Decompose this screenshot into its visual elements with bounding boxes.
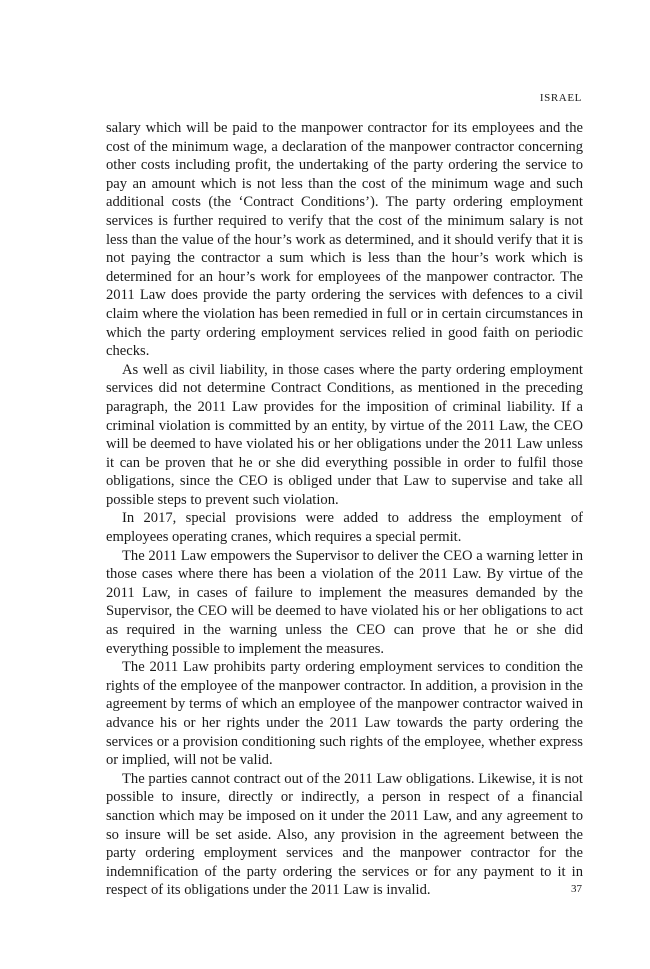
paragraph: The parties cannot contract out of the 2011 Law obligations. Likewise, it is not possible to insure, directly or indirectly, a person in respect of a financial sanction which may be imposed on it under the 2011 Law, and any agreement to so insure will be set aside. Also, any provision in the agreement between the party ordering employment services and the manpower contractor for the indemnification of the party ordering the services or for any payment to it in respect of its obligations under the 2011 Law is invalid. — [106, 770, 583, 899]
paragraph: salary which will be paid to the manpower contractor for its employees and the cost of the minimum wage, a declaration of the manpower contractor concerning other costs including profit, the undertaking of the party ordering the service to pay an amount which is not less than the cost of the minimum wage and such additional costs (the ‘Contract Conditions’). The party ordering employment services is further required to verify that the cost of the minimum salary is not less than the value of the hour’s work as determined, and it should verify that it is not paying the contractor a sum which is less than the hour’s work which is determined for an hour’s work for employees of the manpower contractor. The 2011 Law does provide the party ordering the services with defences to a civil claim where the violation has been remedied in full or in certain circumstances in which the party ordering employment services relied in good faith on periodic checks. — [106, 120, 583, 360]
page-number: 37 — [571, 883, 582, 895]
paragraph: The 2011 Law empowers the Supervisor to deliver the CEO a warning letter in those cases where there has been a violation of the 2011 Law. By virtue of the 2011 Law, in cases of failure to implement the measures demanded by the Supervisor, the CEO will be deemed to have violated his or her obligations to act as required in the warning unless the CEO can prove that he or she did everything possible to implement the measures. — [106, 547, 583, 657]
running-head: ISRAEL — [539, 92, 582, 104]
body-text — [106, 119, 583, 900]
paragraph: The 2011 Law prohibits party ordering employment services to condition the rights of the employee of the manpower contractor. In addition, a provision in the agreement by terms of which an employee of the manpower contractor waived in advance his or her rights under the 2011 Law towards the party ordering the services or a provision conditioning such rights of the employee, whether express or implied, will not be valid. — [106, 659, 583, 769]
paragraph: In 2017, special provisions were added to address the employment of employees operating cranes, which requires a special permit. — [106, 510, 583, 546]
paragraph: As well as civil liability, in those cases where the party ordering employment services did not determine Contract Conditions, as mentioned in the preceding paragraph, the 2011 Law provides for the imposition of criminal liability. If a criminal violation is committed by an entity, by virtue of the 2011 Law, the CEO will be deemed to have violated his or her obligations under the 2011 Law unless it can be proven that he or she did everything possible in order to fulfil those obligations, since the CEO is obliged under that Law to supervise and take all possible steps to prevent such violation. — [106, 361, 583, 508]
